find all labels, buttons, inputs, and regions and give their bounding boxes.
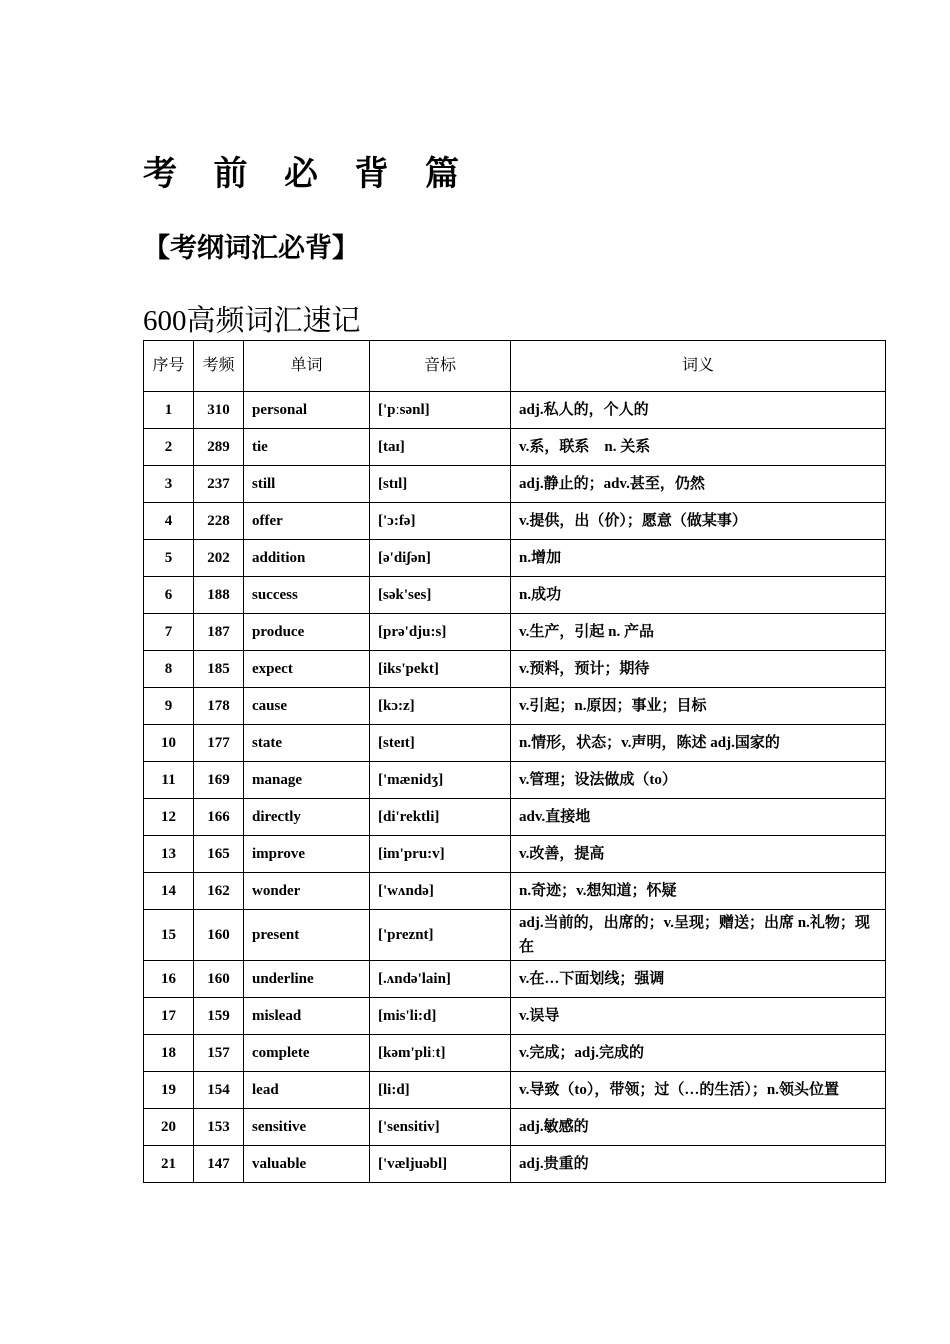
table-row	[144, 836, 886, 873]
cell-phonetic: [di'rektli]	[370, 799, 511, 836]
cell-no: 14	[144, 873, 194, 910]
cell-no: 7	[144, 614, 194, 651]
table-row	[144, 540, 886, 577]
cell-no: 19	[144, 1072, 194, 1109]
header-word: 单词	[244, 341, 370, 392]
cell-word: personal	[244, 392, 370, 429]
cell-phonetic: ['væljuəbl]	[370, 1146, 511, 1183]
cell-word: sensitive	[244, 1109, 370, 1146]
cell-no: 12	[144, 799, 194, 836]
cell-freq: 289	[194, 429, 244, 466]
cell-meaning: v.引起；n.原因；事业；目标	[511, 688, 886, 725]
header-freq: 考频	[194, 341, 244, 392]
cell-meaning: v.完成；adj.完成的	[511, 1035, 886, 1072]
cell-word: improve	[244, 836, 370, 873]
cell-no: 13	[144, 836, 194, 873]
cell-word: produce	[244, 614, 370, 651]
cell-meaning: n.奇迹；v.想知道；怀疑	[511, 873, 886, 910]
table-row	[144, 1072, 886, 1109]
table-row	[144, 873, 886, 910]
cell-meaning: adj.敏感的	[511, 1109, 886, 1146]
table-row	[144, 466, 886, 503]
cell-word: underline	[244, 961, 370, 998]
cell-word: present	[244, 910, 370, 961]
cell-freq: 228	[194, 503, 244, 540]
cell-no: 20	[144, 1109, 194, 1146]
cell-meaning: v.误导	[511, 998, 886, 1035]
cell-no: 8	[144, 651, 194, 688]
cell-meaning: adv.直接地	[511, 799, 886, 836]
cell-word: state	[244, 725, 370, 762]
cell-freq: 154	[194, 1072, 244, 1109]
cell-meaning: n.增加	[511, 540, 886, 577]
cell-meaning: adj.静止的；adv.甚至，仍然	[511, 466, 886, 503]
cell-word: valuable	[244, 1146, 370, 1183]
cell-word: success	[244, 577, 370, 614]
header-no: 序号	[144, 341, 194, 392]
cell-meaning: v.导致（to），带领；过（…的生活）；n.领头位置	[511, 1072, 886, 1109]
cell-meaning: adj.当前的，出席的；v.呈现；赠送；出席 n.礼物；现在	[511, 910, 886, 961]
cell-meaning: n.情形，状态；v.声明，陈述 adj.国家的	[511, 725, 886, 762]
cell-no: 17	[144, 998, 194, 1035]
cell-freq: 185	[194, 651, 244, 688]
cell-phonetic: [ə'diʃən]	[370, 540, 511, 577]
cell-phonetic: [taɪ]	[370, 429, 511, 466]
table-row	[144, 910, 886, 961]
cell-freq: 147	[194, 1146, 244, 1183]
cell-phonetic: ['wʌndə]	[370, 873, 511, 910]
page-title: 考 前 必 背 篇	[143, 156, 473, 193]
cell-freq: 310	[194, 392, 244, 429]
cell-no: 18	[144, 1035, 194, 1072]
cell-phonetic: [.ʌndə'lain]	[370, 961, 511, 998]
cell-word: wonder	[244, 873, 370, 910]
cell-freq: 159	[194, 998, 244, 1035]
cell-freq: 160	[194, 910, 244, 961]
table-row	[144, 651, 886, 688]
cell-freq: 188	[194, 577, 244, 614]
cell-phonetic: [prə'dju:s]	[370, 614, 511, 651]
cell-no: 3	[144, 466, 194, 503]
header-phonetic: 音标	[370, 341, 511, 392]
cell-meaning: v.管理；设法做成（to）	[511, 762, 886, 799]
cell-no: 16	[144, 961, 194, 998]
cell-phonetic: [iks'pekt]	[370, 651, 511, 688]
table-row	[144, 429, 886, 466]
cell-meaning: v.预料，预计；期待	[511, 651, 886, 688]
cell-phonetic: [stɪl]	[370, 466, 511, 503]
table-row	[144, 961, 886, 998]
cell-word: offer	[244, 503, 370, 540]
cell-no: 2	[144, 429, 194, 466]
table-row	[144, 1146, 886, 1183]
cell-no: 5	[144, 540, 194, 577]
cell-meaning: n.成功	[511, 577, 886, 614]
cell-freq: 202	[194, 540, 244, 577]
cell-word: lead	[244, 1072, 370, 1109]
cell-no: 9	[144, 688, 194, 725]
cell-word: cause	[244, 688, 370, 725]
cell-no: 6	[144, 577, 194, 614]
cell-freq: 237	[194, 466, 244, 503]
section-heading: 【考纲词汇必背】	[143, 233, 359, 263]
table-row	[144, 614, 886, 651]
table-row	[144, 688, 886, 725]
cell-meaning: adj.贵重的	[511, 1146, 886, 1183]
cell-meaning: v.改善，提高	[511, 836, 886, 873]
cell-word: tie	[244, 429, 370, 466]
cell-word: addition	[244, 540, 370, 577]
cell-phonetic: [steɪt]	[370, 725, 511, 762]
cell-no: 15	[144, 910, 194, 961]
table-row	[144, 577, 886, 614]
table-row	[144, 1109, 886, 1146]
cell-no: 21	[144, 1146, 194, 1183]
cell-freq: 160	[194, 961, 244, 998]
vocabulary-table	[143, 340, 886, 1183]
cell-phonetic: [sək'ses]	[370, 577, 511, 614]
cell-no: 1	[144, 392, 194, 429]
cell-freq: 157	[194, 1035, 244, 1072]
cell-meaning: v.生产，引起 n. 产品	[511, 614, 886, 651]
cell-freq: 153	[194, 1109, 244, 1146]
subsection-heading: 600高频词汇速记	[143, 305, 361, 337]
cell-phonetic: ['preznt]	[370, 910, 511, 961]
table-row	[144, 503, 886, 540]
table-row	[144, 762, 886, 799]
cell-phonetic: ['mænidʒ]	[370, 762, 511, 799]
cell-freq: 165	[194, 836, 244, 873]
cell-word: complete	[244, 1035, 370, 1072]
cell-phonetic: [im'pru:v]	[370, 836, 511, 873]
cell-no: 4	[144, 503, 194, 540]
cell-meaning: v.提供，出（价）；愿意（做某事）	[511, 503, 886, 540]
cell-phonetic: ['ɔ:fə]	[370, 503, 511, 540]
cell-phonetic: [mis'li:d]	[370, 998, 511, 1035]
cell-freq: 178	[194, 688, 244, 725]
cell-phonetic: ['sensitiv]	[370, 1109, 511, 1146]
cell-freq: 177	[194, 725, 244, 762]
cell-word: mislead	[244, 998, 370, 1035]
header-meaning: 词义	[511, 341, 886, 392]
cell-word: still	[244, 466, 370, 503]
table-header-row	[144, 341, 886, 392]
cell-meaning: v.在…下面划线；强调	[511, 961, 886, 998]
cell-word: directly	[244, 799, 370, 836]
cell-freq: 187	[194, 614, 244, 651]
table-row	[144, 392, 886, 429]
cell-phonetic: [kəm'pliːt]	[370, 1035, 511, 1072]
cell-no: 10	[144, 725, 194, 762]
cell-phonetic: [li:d]	[370, 1072, 511, 1109]
cell-phonetic: [kɔ:z]	[370, 688, 511, 725]
table-row	[144, 998, 886, 1035]
cell-meaning: adj.私人的，个人的	[511, 392, 886, 429]
cell-freq: 162	[194, 873, 244, 910]
cell-word: manage	[244, 762, 370, 799]
cell-meaning: v.系，联系 n. 关系	[511, 429, 886, 466]
cell-word: expect	[244, 651, 370, 688]
table-row	[144, 799, 886, 836]
cell-freq: 169	[194, 762, 244, 799]
cell-freq: 166	[194, 799, 244, 836]
table-row	[144, 1035, 886, 1072]
table-row	[144, 725, 886, 762]
cell-phonetic: ['pːsənl]	[370, 392, 511, 429]
cell-no: 11	[144, 762, 194, 799]
